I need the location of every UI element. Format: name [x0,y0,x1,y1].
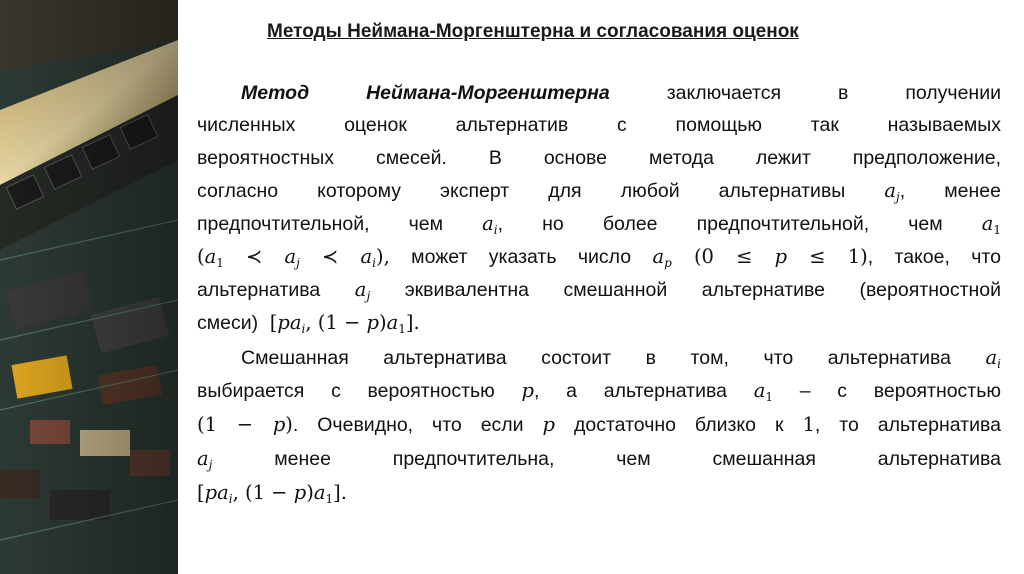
p1-line-7-tail: эквивалентна смешанной альтернативе (вероятностной [404,279,1002,301]
p1-line-4 [197,178,1001,204]
p2-line-3-tail: , то альтернатива [814,414,1001,436]
formula-ai-2: $a_i$ [985,346,1002,371]
p2-line-2 [197,378,1001,404]
p2-line-1 [241,345,1001,371]
p1-line-7-text: альтернатива [197,279,321,301]
formula-aj-3: $a_j$ [197,447,213,472]
formula-a1-2: $a_1$ [753,379,773,404]
p1-line-5-text: предпочтительной, чем [197,213,444,235]
formula-one: 1, то альтернатива [802,413,1001,436]
circuit-board-image [0,0,178,574]
slide-title: Методы Неймана-Моргенштерна и согласования оценок [267,21,799,42]
p2-line-4 [197,446,1001,472]
formula-1-minus-p: (1 − p). Очевидно, что если [197,413,524,436]
p2-line-3-mid: достаточно близко к [573,414,784,436]
p1-line-6-text: может указать число [411,246,632,268]
formula-p-2: p [542,413,556,436]
p1-line-6 [197,244,1001,270]
formula-aj-2: $a_j$ [354,278,371,303]
p2-line-5 [197,480,1001,506]
p2-line-3-text: . Очевидно, что если [292,414,524,436]
p1-line-3: вероятностных смесей. В основе метода лежит предположение, [197,147,1001,169]
p1-line-2: численных оценок альтернатив с помощью так называемых [197,114,1001,136]
formula-mixture: [$pa_i$, $(1 - p)a_1$]. [263,311,420,336]
p2-line-4-text: менее предпочтительна, чем смешанная альтернатива [274,448,1001,470]
formula-a1: $a_1$ [981,212,1002,237]
p1-line-4-tail: , менее [899,180,1001,202]
formula-ai: $a_i$, но более предпочтительной, чем [482,212,943,237]
p1-text-1: заключается в получении [666,82,1001,104]
method-term: Метод Неймана-Моргенштерна [241,82,610,104]
p1-line-1 [241,80,1001,106]
p1-line-7 [197,277,1001,303]
p1-line-4-text: согласно которому эксперт для любой альтернативы [197,180,846,202]
p1-line-8-text: смеси) [197,312,259,334]
formula-aj: $a_j$, менее [884,179,1001,204]
p1-line-5 [197,211,1001,237]
p1-line-8 [197,310,1001,336]
circuit-board-photo [0,0,178,574]
p2-line-2-mid: , а альтернатива [534,380,727,402]
p1-line-5-mid: , но более предпочтительной, чем [497,213,943,235]
p2-line-2-tail: – с вероятностью [799,380,1002,402]
formula-ap: $a_p$ (0 ≤ p ≤ 1), такое, что [652,245,1001,270]
p2-line-2-text: выбирается с вероятностью [197,380,495,402]
formula-mixture-2: [$pa_i$, $(1 - p)a_1$]. [197,481,347,506]
formula-preference: ($a_1$ ≺ $a_j$ ≺ $a_i$), [197,245,390,270]
slide-content [197,0,1001,574]
p2-line-3 [197,412,1001,438]
p1-line-6-tail: , такое, что [867,246,1001,268]
p2-line-1-text: Смешанная альтернатива состоит в том, что альтернатива [241,347,951,369]
formula-p: p, а альтернатива [521,379,727,402]
